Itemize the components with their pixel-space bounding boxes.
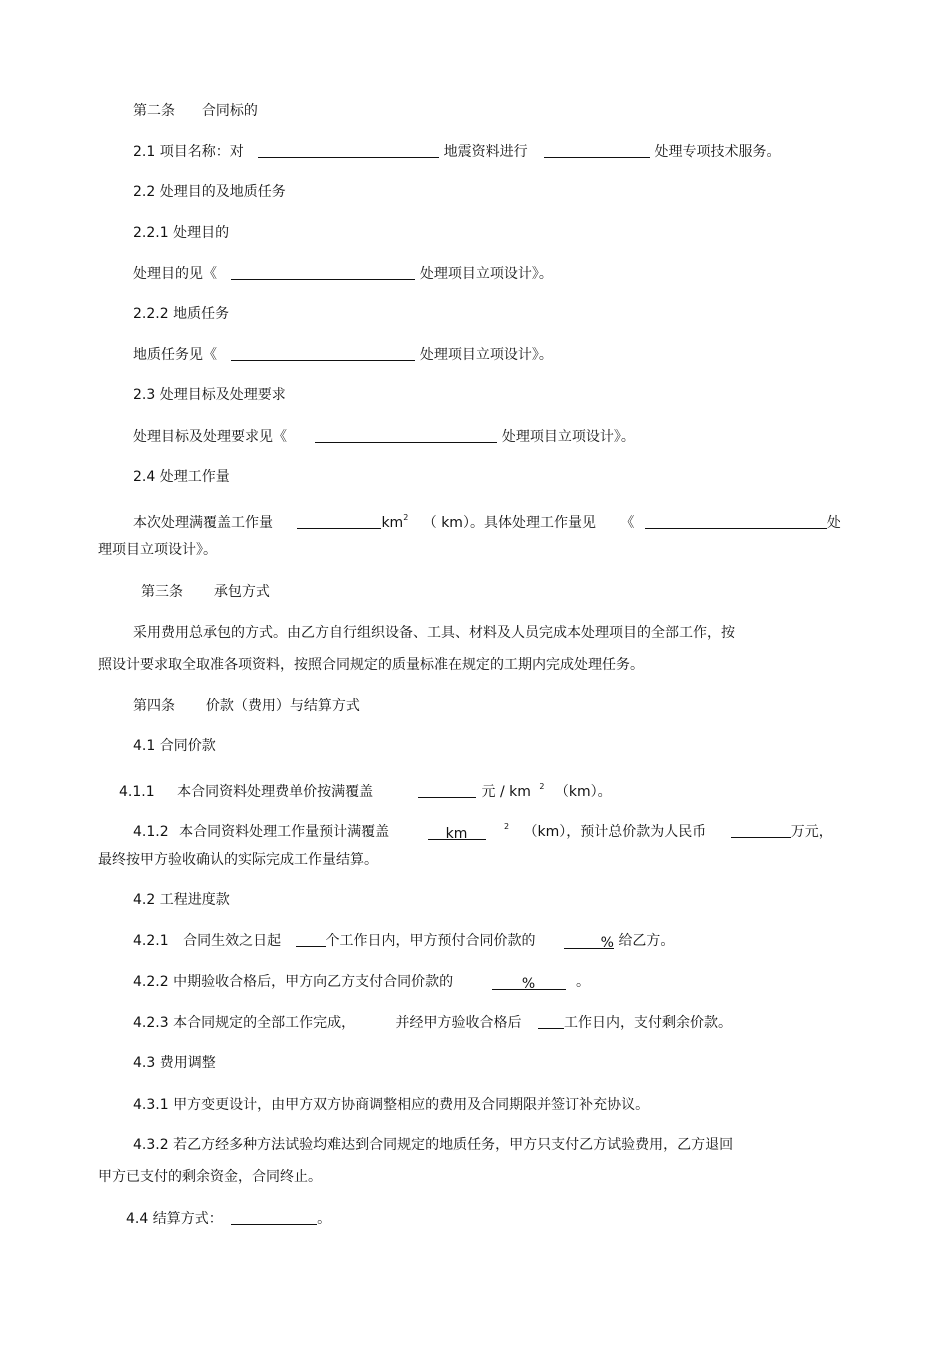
clause-4-4 bbox=[126, 1210, 331, 1228]
settlement-method-blank[interactable] bbox=[231, 1210, 317, 1225]
article-4-title: 价款（费用）与结算方式 bbox=[205, 698, 360, 714]
interim-percent-sign: % bbox=[521, 976, 536, 992]
article-3-heading bbox=[141, 583, 270, 601]
clause-4-1-2-cont: 最终按甲方验收确认的实际完成工作量结算。 bbox=[98, 852, 378, 868]
article-3-para-1: 采用费用总承包的方式。由乙方自行组织设备、工具、材料及人员完成本处理项目的全部工作，按 bbox=[133, 625, 735, 641]
advance-mid: 个工作日内，甲方预付合同价款的 bbox=[325, 933, 536, 949]
clause-4-3-1: 4.3.1 甲方变更设计，由甲方双方协商调整相应的费用及合同期限并签订补充协议。 bbox=[133, 1097, 650, 1113]
workload-label: 本次处理满覆盖工作量 bbox=[133, 515, 273, 531]
final-payment-end: 工作日内，支付剩余价款。 bbox=[563, 1015, 732, 1031]
workload-blank[interactable] bbox=[297, 514, 381, 529]
advance-label: 合同生效之日起 bbox=[183, 933, 282, 949]
clause-4-3-2-cont: 甲方已支付的剩余资金，合同终止。 bbox=[98, 1169, 322, 1185]
task-label: 地质任务见《 bbox=[133, 347, 217, 363]
article-4-heading bbox=[133, 697, 360, 715]
article-3-para-2: 照设计要求取全取准各项资料，按照合同规定的质量标准在规定的工期内完成处理任务。 bbox=[98, 657, 644, 673]
workload-unit: km bbox=[381, 515, 404, 531]
clause-2-1-end: 处理专项技术服务。 bbox=[654, 144, 781, 160]
clause-4-2-3 bbox=[133, 1014, 732, 1032]
processing-type-blank[interactable] bbox=[544, 143, 650, 158]
task-ref: 处理项目立项设计》。 bbox=[419, 347, 553, 363]
final-payment-mid: 并经甲方验收合格后 bbox=[395, 1015, 522, 1031]
interim-payment-label: 4.2.2 中期验收合格后，甲方向乙方支付合同价款的 bbox=[133, 974, 454, 990]
clause-4-1: 4.1 合同价款 bbox=[133, 738, 216, 754]
clause-2-2-1-text bbox=[133, 265, 553, 283]
est-workload-unit-sup: 2 bbox=[503, 822, 510, 831]
clause-4-2-1-number: 4.2.1 bbox=[133, 933, 169, 949]
clause-2-2: 2.2 处理目的及地质任务 bbox=[133, 184, 286, 200]
workload-design-blank[interactable] bbox=[645, 514, 827, 529]
article-2-title: 合同标的 bbox=[201, 103, 258, 119]
final-payment-label: 4.2.3 本合同规定的全部工作完成， bbox=[133, 1015, 356, 1031]
final-days-blank[interactable] bbox=[538, 1014, 564, 1029]
unit-price-blank[interactable] bbox=[418, 783, 476, 798]
est-workload-blank[interactable] bbox=[428, 825, 486, 840]
purpose-ref: 处理项目立项设计》。 bbox=[419, 266, 553, 282]
target-ref: 处理项目立项设计》。 bbox=[501, 429, 635, 445]
advance-days-blank[interactable] bbox=[296, 932, 326, 947]
est-workload-unit: km bbox=[445, 826, 468, 842]
settlement-end: 。 bbox=[317, 1211, 332, 1227]
clause-2-2-2-text bbox=[133, 346, 553, 364]
clause-2-3: 2.3 处理目标及处理要求 bbox=[133, 387, 286, 403]
target-design-blank[interactable] bbox=[315, 428, 497, 443]
task-design-blank[interactable] bbox=[231, 346, 415, 361]
clause-4-3: 4.3 费用调整 bbox=[133, 1055, 216, 1071]
clause-4-1-1-number: 4.1.1 bbox=[119, 784, 155, 800]
clause-4-1-2-number: 4.1.2 bbox=[133, 824, 169, 840]
article-2-number: 第二条 bbox=[133, 103, 175, 119]
workload-ref-start: 处 bbox=[826, 515, 841, 531]
workload-detail: （ km）。具体处理工作量见 bbox=[422, 515, 596, 531]
clause-2-3-text bbox=[133, 428, 635, 446]
purpose-label: 处理目的见《 bbox=[133, 266, 217, 282]
clause-4-2-2 bbox=[133, 973, 590, 991]
total-price-unit: 万元， bbox=[790, 824, 833, 840]
total-price-label: （km），预计总价款为人民币 bbox=[523, 824, 707, 840]
clause-2-1 bbox=[133, 143, 781, 161]
workload-unit-sup: 2 bbox=[403, 513, 409, 522]
article-4-number: 第四条 bbox=[133, 698, 175, 714]
clause-2-4: 2.4 处理工作量 bbox=[133, 469, 230, 485]
clause-2-4-cont: 理项目立项设计》。 bbox=[98, 542, 217, 558]
clause-4-2-1 bbox=[133, 932, 674, 950]
est-workload-label: 本合同资料处理工作量预计满覆盖 bbox=[179, 824, 390, 840]
clause-2-2-1: 2.2.1 处理目的 bbox=[133, 225, 230, 241]
purpose-design-blank[interactable] bbox=[231, 265, 415, 280]
advance-percent-blank[interactable] bbox=[564, 934, 614, 949]
clause-2-1-mid: 地震资料进行 bbox=[443, 144, 528, 160]
unit-price-end: （km）。 bbox=[554, 784, 612, 800]
advance-percent-sign: % bbox=[600, 935, 614, 951]
clause-4-1-2 bbox=[133, 818, 833, 841]
clause-2-1-label: 2.1 项目名称：对 bbox=[133, 144, 244, 160]
advance-end: 给乙方。 bbox=[618, 933, 675, 949]
article-3-number: 第三条 bbox=[141, 584, 183, 600]
unit-price-unit: 元 / km bbox=[481, 784, 531, 800]
article-2-heading bbox=[133, 102, 258, 120]
settlement-label: 4.4 结算方式： bbox=[126, 1211, 223, 1227]
interim-percent-blank[interactable] bbox=[492, 975, 566, 990]
project-name-blank[interactable] bbox=[258, 143, 439, 158]
interim-end: 。 bbox=[575, 974, 590, 990]
clause-4-3-2: 4.3.2 若乙方经多种方法试验均难达到合同规定的地质任务，甲方只支付乙方试验费用，乙方退回 bbox=[133, 1137, 734, 1153]
clause-2-2-2: 2.2.2 地质任务 bbox=[133, 306, 230, 322]
workload-quote-open: 《 bbox=[620, 515, 635, 531]
article-3-title: 承包方式 bbox=[213, 584, 270, 600]
clause-4-1-1 bbox=[119, 778, 612, 801]
clause-2-4-text bbox=[133, 509, 841, 532]
unit-price-unit-sup: 2 bbox=[539, 782, 545, 791]
target-label: 处理目标及处理要求见《 bbox=[133, 429, 287, 445]
total-price-blank[interactable] bbox=[731, 823, 791, 838]
unit-price-label: 本合同资料处理费单价按满覆盖 bbox=[177, 784, 374, 800]
clause-4-2: 4.2 工程进度款 bbox=[133, 892, 230, 908]
